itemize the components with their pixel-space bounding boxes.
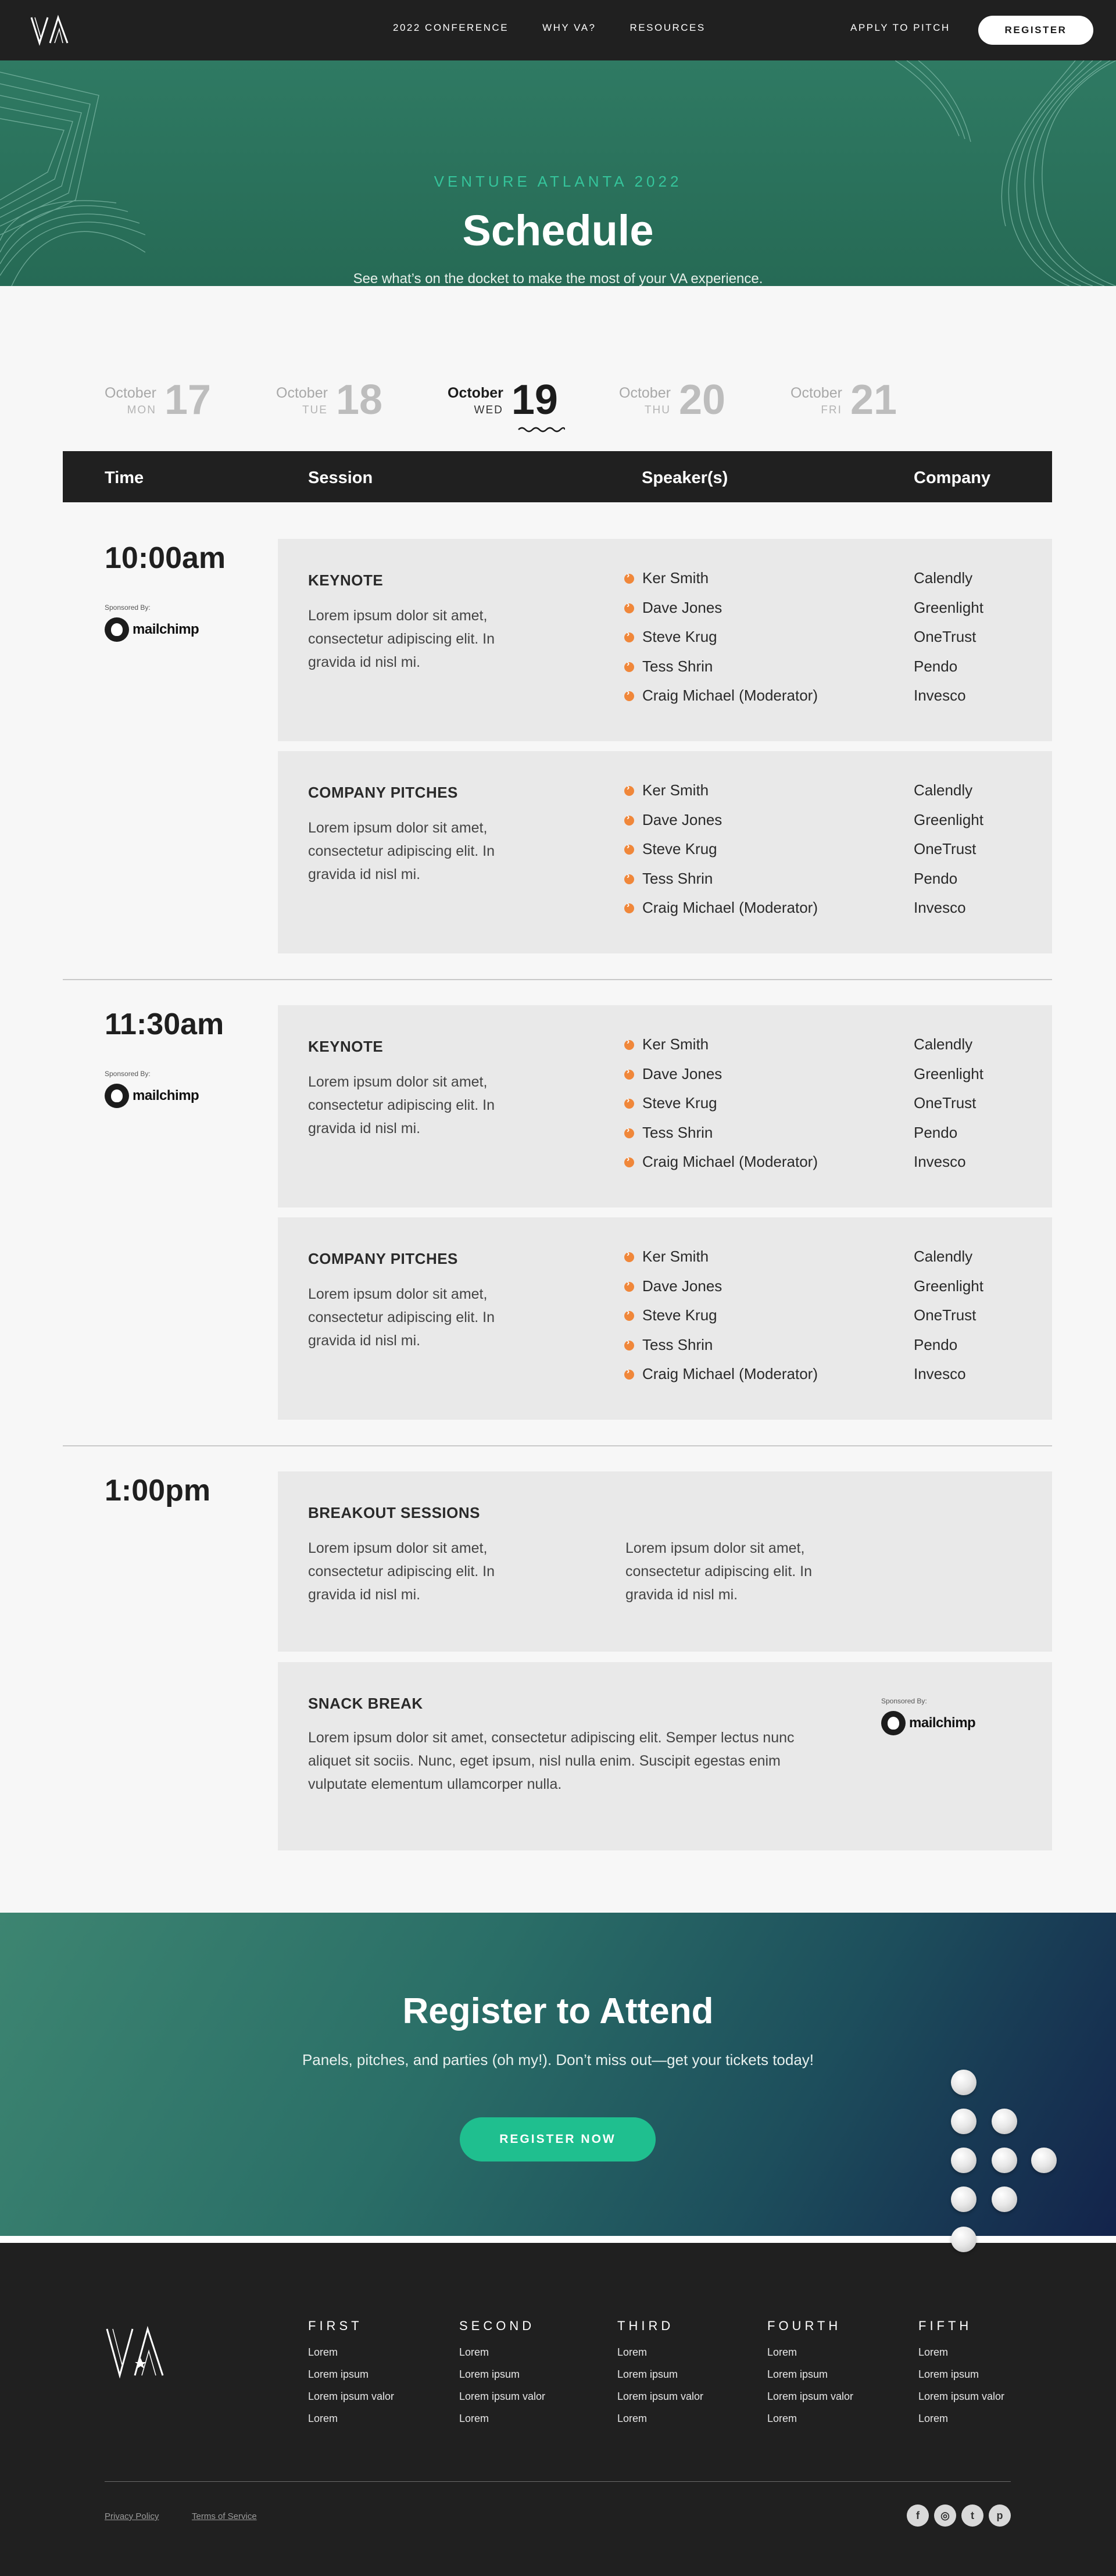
speaker-item[interactable] bbox=[624, 1306, 818, 1336]
tab-date-oct-17[interactable] bbox=[105, 379, 211, 421]
company-name: Pendo bbox=[914, 869, 958, 887]
slot-sponsor bbox=[105, 603, 199, 642]
header-session: Session bbox=[308, 469, 373, 487]
speaker-name: Craig Michael (Moderator) bbox=[642, 899, 818, 916]
speaker-item[interactable] bbox=[624, 1365, 818, 1395]
date-day: 20 bbox=[678, 377, 726, 423]
cta-text: Panels, pitches, and parties (oh my!). Don’t miss out—get your tickets today! bbox=[302, 2051, 814, 2068]
footer-column bbox=[617, 2318, 703, 2435]
footer-column bbox=[767, 2318, 853, 2435]
session-description: Lorem ipsum dolor sit amet, consectetur adipiscing elit. In gravida id nisl mi. bbox=[308, 1540, 495, 1603]
apply-to-pitch-link[interactable]: APPLY TO PITCH bbox=[850, 22, 950, 33]
speaker-list bbox=[624, 1035, 818, 1182]
decorative-ball bbox=[951, 2148, 977, 2173]
footer-link[interactable]: Lorem bbox=[767, 2413, 797, 2424]
company-name: Calendly bbox=[914, 1035, 973, 1053]
footer-link[interactable]: Lorem ipsum bbox=[918, 2368, 979, 2380]
sponsor-label: Sponsored By: bbox=[881, 1697, 927, 1705]
speaker-name: Steve Krug bbox=[642, 840, 717, 858]
terms-of-service-link[interactable]: Terms of Service bbox=[192, 2511, 257, 2521]
arrow-bullet-icon bbox=[624, 691, 634, 701]
speaker-name: Ker Smith bbox=[642, 1035, 709, 1053]
instagram-icon[interactable]: ◎ bbox=[934, 2504, 956, 2527]
arrow-bullet-icon bbox=[624, 1157, 634, 1167]
arrow-bullet-icon bbox=[624, 1341, 634, 1350]
session-card bbox=[278, 751, 1052, 953]
decorative-ball bbox=[951, 2070, 977, 2095]
footer-link[interactable]: Lorem bbox=[918, 2346, 949, 2358]
session-description: Lorem ipsum dolor sit amet, consectetur adipiscing elit. In gravida id nisl mi. bbox=[308, 1286, 495, 1349]
decorative-ball bbox=[951, 2227, 977, 2252]
company-name: OneTrust bbox=[914, 628, 977, 645]
va-logo-icon[interactable] bbox=[29, 14, 70, 47]
session-card bbox=[278, 1217, 1052, 1420]
footer-link[interactable]: Lorem bbox=[617, 2413, 648, 2424]
session-title: SNACK BREAK bbox=[308, 1695, 423, 1712]
slot-time: 11:30am bbox=[105, 1007, 224, 1041]
header-time: Time bbox=[105, 469, 144, 487]
register-button[interactable]: REGISTER bbox=[978, 16, 1093, 45]
cta-title: Register to Attend bbox=[402, 1991, 714, 2031]
date-month: October bbox=[791, 385, 842, 401]
session-title: COMPANY PITCHES bbox=[308, 1250, 458, 1267]
speaker-item[interactable] bbox=[624, 1035, 818, 1065]
speaker-item[interactable] bbox=[624, 569, 818, 599]
arrow-bullet-icon bbox=[624, 662, 634, 672]
speaker-name: Ker Smith bbox=[642, 569, 709, 587]
speaker-name: Craig Michael (Moderator) bbox=[642, 687, 818, 704]
footer-link[interactable]: Lorem ipsum valor bbox=[617, 2391, 704, 2402]
company-name: Greenlight bbox=[914, 598, 983, 616]
nav-item-resources[interactable]: RESOURCES bbox=[629, 22, 706, 33]
speaker-name: Dave Jones bbox=[642, 598, 722, 616]
footer-heading: FIFTH bbox=[918, 2318, 972, 2333]
speaker-name: Tess Shrin bbox=[642, 869, 713, 887]
speaker-list bbox=[624, 781, 818, 928]
sponsor-label: Sponsored By: bbox=[105, 1070, 151, 1078]
session-title: BREAKOUT SESSIONS bbox=[308, 1504, 480, 1521]
footer-link[interactable]: Lorem ipsum bbox=[767, 2368, 828, 2380]
arrow-bullet-icon bbox=[624, 1040, 634, 1050]
company-name: Invesco bbox=[914, 687, 966, 704]
mailchimp-icon bbox=[105, 1084, 129, 1108]
privacy-policy-link[interactable]: Privacy Policy bbox=[105, 2511, 159, 2521]
footer-link[interactable]: Lorem bbox=[459, 2346, 489, 2358]
footer-heading: SECOND bbox=[459, 2318, 535, 2333]
date-day: 21 bbox=[850, 377, 897, 423]
footer-link[interactable]: Lorem ipsum bbox=[308, 2368, 369, 2380]
arrow-bullet-icon bbox=[624, 816, 634, 826]
session-title: KEYNOTE bbox=[308, 571, 384, 589]
speaker-item[interactable] bbox=[624, 628, 818, 658]
speaker-item[interactable] bbox=[624, 870, 818, 899]
company-list bbox=[914, 569, 983, 716]
decorative-ball bbox=[951, 2186, 977, 2212]
footer-link[interactable]: Lorem bbox=[617, 2346, 648, 2358]
speaker-item[interactable] bbox=[624, 1153, 818, 1182]
speaker-name: Tess Shrin bbox=[642, 1335, 713, 1353]
date-month: October bbox=[105, 385, 156, 401]
date-month: October bbox=[619, 385, 671, 401]
arrow-bullet-icon bbox=[624, 1252, 634, 1262]
arrow-bullet-icon bbox=[624, 574, 634, 584]
date-day: 17 bbox=[164, 377, 212, 423]
footer-link[interactable]: Lorem ipsum valor bbox=[918, 2391, 1005, 2402]
date-day: 18 bbox=[335, 377, 383, 423]
hero-eyebrow: VENTURE ATLANTA 2022 bbox=[434, 173, 682, 190]
slot-time: 10:00am bbox=[105, 541, 226, 575]
page-title: Schedule bbox=[462, 206, 654, 255]
register-cta bbox=[0, 1913, 1116, 2236]
active-date-squiggle-icon bbox=[517, 426, 565, 434]
speaker-name: Tess Shrin bbox=[642, 1123, 713, 1141]
speaker-item[interactable] bbox=[624, 658, 818, 687]
company-name: OneTrust bbox=[914, 1306, 977, 1324]
cta-divider bbox=[0, 2236, 1116, 2243]
schedule-table-header bbox=[63, 451, 1052, 502]
arrow-bullet-icon bbox=[624, 1311, 634, 1321]
slot-divider bbox=[63, 1445, 1052, 1446]
speaker-name: Steve Krug bbox=[642, 628, 717, 645]
facebook-icon[interactable]: f bbox=[907, 2504, 929, 2527]
register-now-button[interactable]: REGISTER NOW bbox=[460, 2117, 656, 2161]
footer bbox=[0, 2243, 1116, 2576]
company-name: Pendo bbox=[914, 1123, 958, 1141]
footer-link[interactable]: Lorem ipsum bbox=[617, 2368, 678, 2380]
speaker-list bbox=[624, 1248, 818, 1395]
session-card bbox=[278, 1005, 1052, 1207]
main-menu bbox=[393, 22, 706, 34]
top-nav bbox=[0, 0, 1116, 60]
footer-link[interactable]: Lorem ipsum valor bbox=[308, 2391, 395, 2402]
arrow-bullet-icon bbox=[624, 1099, 634, 1109]
arrow-bullet-icon bbox=[624, 874, 634, 884]
hero-subtitle: See what’s on the docket to make the most of your VA experience. bbox=[353, 271, 763, 286]
tab-date-oct-20[interactable] bbox=[619, 379, 725, 421]
speaker-name: Dave Jones bbox=[642, 1277, 722, 1295]
speaker-item[interactable] bbox=[624, 811, 818, 841]
tab-date-oct-18[interactable] bbox=[276, 379, 382, 421]
company-list bbox=[914, 1035, 983, 1182]
speaker-item[interactable] bbox=[624, 599, 818, 628]
footer-heading: THIRD bbox=[617, 2318, 674, 2333]
pinterest-icon[interactable]: p bbox=[989, 2504, 1011, 2527]
company-name: Greenlight bbox=[914, 810, 983, 828]
slot-sponsor bbox=[105, 1070, 199, 1108]
company-name: Calendly bbox=[914, 1248, 973, 1265]
footer-link[interactable]: Lorem bbox=[459, 2413, 489, 2424]
date-month: October bbox=[276, 385, 328, 401]
company-name: Greenlight bbox=[914, 1277, 983, 1295]
speaker-list bbox=[624, 569, 818, 716]
breakout-card bbox=[278, 1471, 1052, 1652]
session-description: Lorem ipsum dolor sit amet, consectetur adipiscing elit. Semper lectus nunc aliquet sit sociis. Nunc, eget ipsum, nisl nulla enim. Suscipit egestas enim vulputate elementum ullamcorper nulla. bbox=[308, 1730, 795, 1792]
session-card bbox=[278, 539, 1052, 741]
session-description: Lorem ipsum dolor sit amet, consectetur adipiscing elit. In gravida id nisl mi. bbox=[308, 820, 495, 883]
arrow-bullet-icon bbox=[624, 903, 634, 913]
twitter-icon[interactable]: t bbox=[961, 2504, 983, 2527]
company-name: Invesco bbox=[914, 899, 966, 916]
date-tabs bbox=[0, 286, 1116, 443]
speaker-item[interactable] bbox=[624, 1094, 818, 1124]
footer-link[interactable]: Lorem bbox=[767, 2346, 797, 2358]
decorative-ball bbox=[992, 2109, 1017, 2134]
speaker-name: Steve Krug bbox=[642, 1306, 717, 1324]
company-name: OneTrust bbox=[914, 1094, 977, 1112]
company-name: Pendo bbox=[914, 657, 958, 675]
hero-banner bbox=[0, 60, 1116, 286]
session-description: Lorem ipsum dolor sit amet, consectetur adipiscing elit. In gravida id nisl mi. bbox=[308, 1074, 495, 1137]
date-weekday: FRI bbox=[821, 404, 842, 416]
speaker-item[interactable] bbox=[624, 1248, 818, 1277]
sponsor-name: mailchimp bbox=[909, 1715, 976, 1731]
arrow-bullet-icon bbox=[624, 845, 634, 855]
footer-column bbox=[308, 2318, 394, 2435]
speaker-item[interactable] bbox=[624, 1065, 818, 1095]
tab-date-oct-21[interactable] bbox=[791, 379, 897, 421]
company-name: Greenlight bbox=[914, 1064, 983, 1082]
arrow-bullet-icon bbox=[624, 1070, 634, 1080]
decorative-ball bbox=[992, 2186, 1017, 2212]
session-title: COMPANY PITCHES bbox=[308, 784, 458, 801]
footer-column bbox=[459, 2318, 545, 2435]
date-day: 19 bbox=[511, 377, 558, 423]
mailchimp-logo[interactable] bbox=[105, 617, 199, 642]
arrow-bullet-icon bbox=[624, 1282, 634, 1292]
decorative-ball bbox=[1031, 2148, 1057, 2173]
nav-item-2022-conference[interactable]: 2022 CONFERENCE bbox=[393, 22, 509, 33]
company-list bbox=[914, 1248, 983, 1395]
arrow-bullet-icon bbox=[624, 1128, 634, 1138]
speaker-name: Ker Smith bbox=[642, 1248, 709, 1265]
company-name: Pendo bbox=[914, 1335, 958, 1353]
date-weekday: TUE bbox=[302, 404, 328, 416]
footer-link[interactable]: Lorem ipsum valor bbox=[767, 2391, 854, 2402]
speaker-item[interactable] bbox=[624, 781, 818, 811]
speaker-name: Ker Smith bbox=[642, 781, 709, 799]
sponsor-name: mailchimp bbox=[133, 621, 199, 637]
decorative-ball bbox=[992, 2148, 1017, 2173]
mailchimp-icon bbox=[105, 617, 129, 642]
company-name: Invesco bbox=[914, 1365, 966, 1382]
footer-link[interactable]: Lorem bbox=[308, 2346, 338, 2358]
company-list bbox=[914, 781, 983, 928]
snack-break-card bbox=[278, 1662, 1052, 1850]
company-name: OneTrust bbox=[914, 840, 977, 858]
arrow-bullet-icon bbox=[624, 603, 634, 613]
footer-heading: FIRST bbox=[308, 2318, 363, 2333]
nav-item-why-va[interactable]: WHY VA? bbox=[542, 22, 596, 33]
header-speakers: Speaker(s) bbox=[642, 469, 728, 487]
speaker-name: Craig Michael (Moderator) bbox=[642, 1365, 818, 1382]
speaker-name: Steve Krug bbox=[642, 1094, 717, 1112]
mailchimp-logo[interactable] bbox=[881, 1711, 975, 1735]
date-month: October bbox=[448, 385, 503, 401]
date-weekday: WED bbox=[474, 404, 503, 416]
date-weekday: MON bbox=[127, 404, 156, 416]
footer-va-logo-icon[interactable] bbox=[105, 2324, 166, 2380]
speaker-name: Tess Shrin bbox=[642, 657, 713, 675]
slot-divider bbox=[63, 979, 1052, 980]
footer-divider bbox=[105, 2481, 1011, 2482]
footer-link[interactable]: Lorem ipsum valor bbox=[459, 2391, 546, 2402]
session-description-secondary: Lorem ipsum dolor sit amet, consectetur adipiscing elit. In gravida id nisl mi. bbox=[625, 1540, 813, 1603]
speaker-name: Dave Jones bbox=[642, 1064, 722, 1082]
sponsor-label: Sponsored By: bbox=[105, 603, 151, 612]
footer-heading: FOURTH bbox=[767, 2318, 842, 2333]
company-name: Calendly bbox=[914, 569, 973, 587]
speaker-item[interactable] bbox=[624, 1277, 818, 1307]
session-description: Lorem ipsum dolor sit amet, consectetur adipiscing elit. In gravida id nisl mi. bbox=[308, 608, 495, 670]
arrow-bullet-icon bbox=[624, 633, 634, 642]
slot-time: 1:00pm bbox=[105, 1474, 211, 1507]
decorative-ball bbox=[951, 2109, 977, 2134]
footer-link[interactable]: Lorem bbox=[918, 2413, 949, 2424]
date-weekday: THU bbox=[644, 404, 671, 416]
speaker-item[interactable] bbox=[624, 840, 818, 870]
card-sponsor bbox=[881, 1697, 975, 1735]
mailchimp-logo[interactable] bbox=[105, 1084, 199, 1108]
speaker-item[interactable] bbox=[624, 1336, 818, 1366]
session-title: KEYNOTE bbox=[308, 1038, 384, 1055]
tab-date-oct-19[interactable] bbox=[448, 379, 558, 421]
speaker-item[interactable] bbox=[624, 687, 818, 716]
speaker-name: Craig Michael (Moderator) bbox=[642, 1153, 818, 1170]
speaker-item[interactable] bbox=[624, 1124, 818, 1153]
mailchimp-icon bbox=[881, 1711, 906, 1735]
arrow-bullet-icon bbox=[624, 1370, 634, 1380]
company-name: Invesco bbox=[914, 1153, 966, 1170]
footer-column bbox=[918, 2318, 1004, 2435]
header-company: Company bbox=[914, 469, 991, 487]
footer-link[interactable]: Lorem ipsum bbox=[459, 2368, 520, 2380]
speaker-item[interactable] bbox=[624, 899, 818, 928]
sponsor-name: mailchimp bbox=[133, 1088, 199, 1103]
speaker-name: Dave Jones bbox=[642, 810, 722, 828]
arrow-bullet-icon bbox=[624, 786, 634, 796]
company-name: Calendly bbox=[914, 781, 973, 799]
footer-link[interactable]: Lorem bbox=[308, 2413, 338, 2424]
